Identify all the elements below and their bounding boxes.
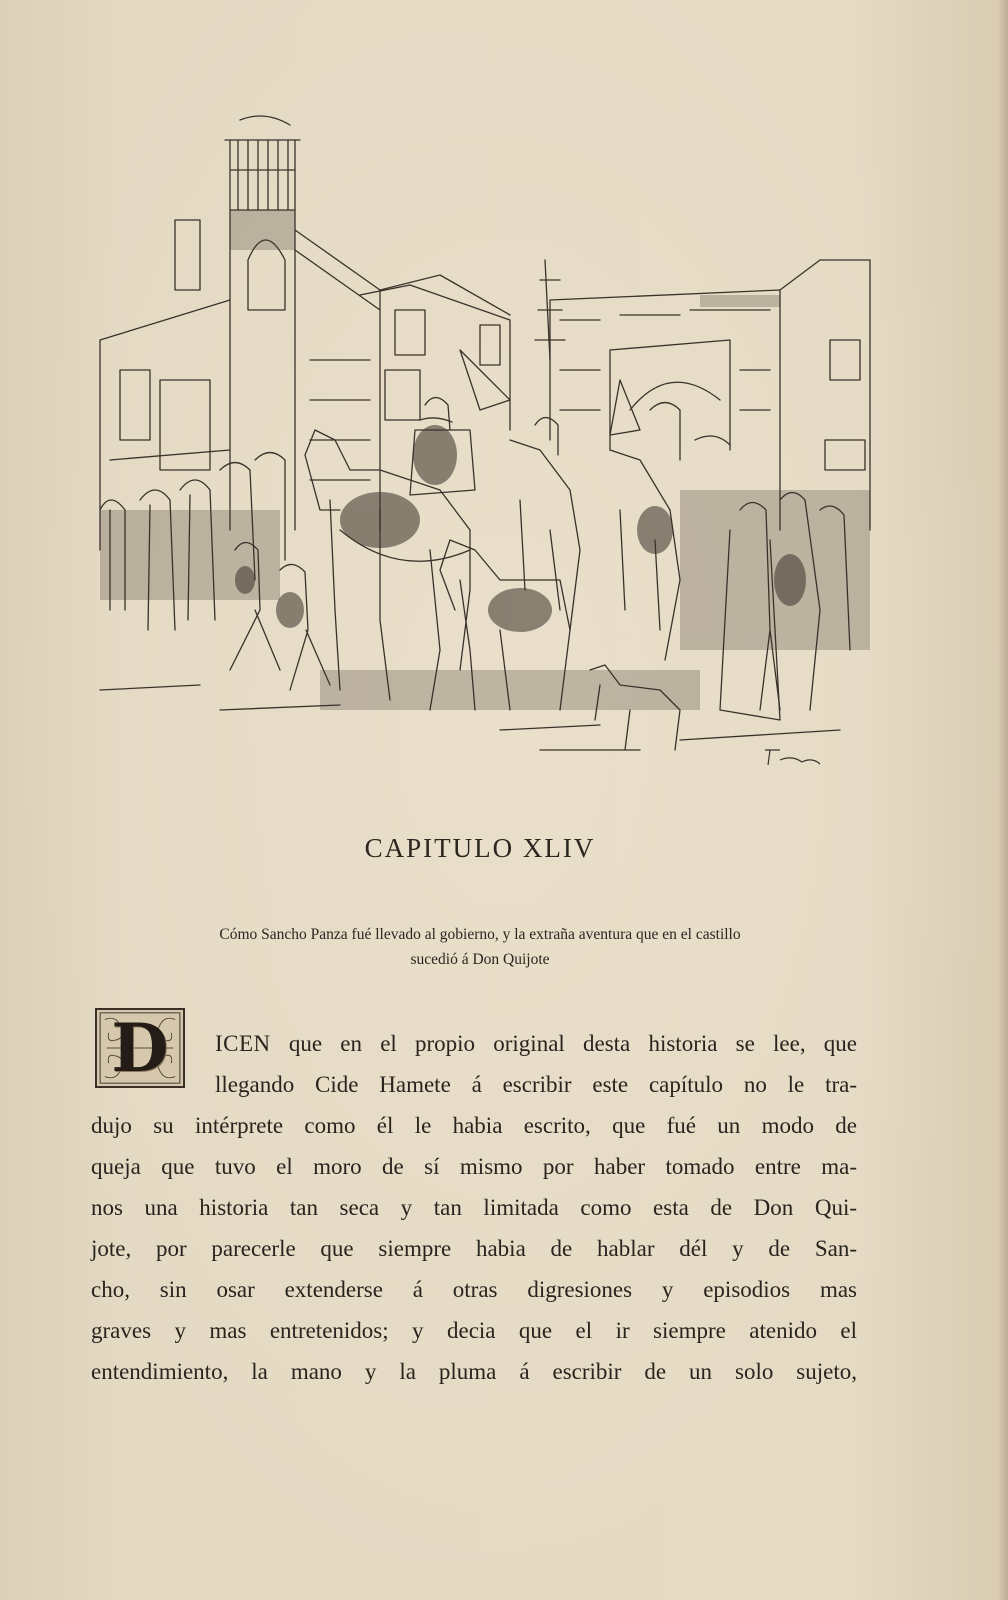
page-edge-shadow bbox=[998, 0, 1008, 1600]
text-line: cho, sin osar extenderse á otras digresiones y episodios mas bbox=[91, 1277, 857, 1302]
text-line bbox=[215, 1023, 857, 1064]
engraving-procession-icon bbox=[80, 110, 880, 790]
text-line: nos una historia tan seca y tan limitada como esta de Don Qui- bbox=[91, 1195, 857, 1220]
drop-cap bbox=[95, 1008, 185, 1088]
text-line: entendimiento, la mano y la pluma á escribir de un solo sujeto, bbox=[91, 1359, 857, 1384]
chapter-title: CAPITULO XLIV bbox=[364, 833, 596, 863]
chapter-summary bbox=[150, 922, 810, 972]
text-line: queja que tuvo el moro de sí mismo por haber tomado entre ma- bbox=[91, 1154, 857, 1179]
drop-cap-letter: D bbox=[111, 1009, 169, 1087]
text-line-content: que en el propio original desta historia se lee, que bbox=[270, 1031, 857, 1056]
text-line: jote, por parecerle que siempre habia de hablar dél y de San- bbox=[91, 1236, 857, 1261]
text-line: dujo su intérprete como él le habia escrito, que fué un modo de bbox=[91, 1113, 857, 1138]
artist-signature-icon bbox=[765, 750, 820, 765]
first-word-rest: ICEN bbox=[215, 1031, 271, 1056]
text-line: llegando Cide Hamete á escribir este capítulo no le tra- bbox=[215, 1072, 857, 1097]
text-line: graves y mas entretenidos; y decia que el ir siempre atenido el bbox=[91, 1318, 857, 1343]
chapter-summary-line: Cómo Sancho Panza fué llevado al gobierno, y la extraña aventura que en el castillo bbox=[219, 926, 741, 943]
chapter-summary-line: sucedió á Don Quijote bbox=[410, 951, 550, 968]
